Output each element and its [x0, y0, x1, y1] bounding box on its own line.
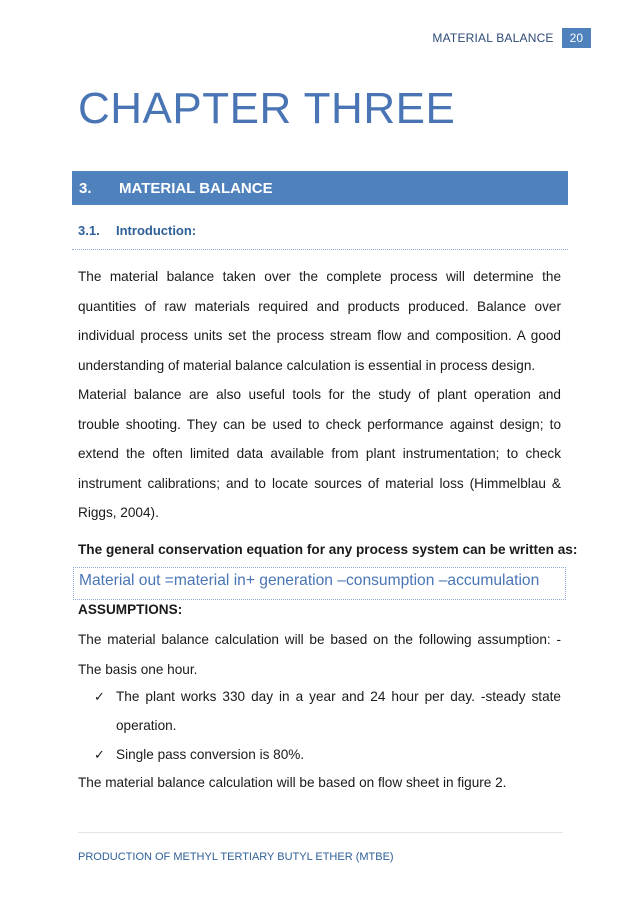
paragraph: The material balance taken over the complete process will determine the quantities of raw materials required and products produced. Balance over individual process units set the process stream flow and composition. A good understanding of material balance calculation is essential in process design.: [78, 269, 561, 373]
list-item-text: Single pass conversion is 80%.: [116, 747, 305, 762]
checkmark-icon: ✓: [94, 747, 105, 762]
section-number: 3.: [79, 179, 92, 197]
footer-divider: [78, 832, 563, 833]
assumptions-list: [94, 682, 561, 769]
page-footer: PRODUCTION OF METHYL TERTIARY BUTYL ETHER (MTBE): [78, 851, 394, 863]
page-number-badge: 20: [562, 28, 591, 48]
section-title: MATERIAL BALANCE: [119, 179, 273, 197]
list-item: [94, 682, 561, 740]
section-heading-bar: [72, 171, 568, 205]
assumptions-intro: The material balance calculation will be based on the following assumption: - The basis one hour.: [78, 632, 561, 677]
paragraph: Material balance are also useful tools for the study of plant operation and trouble shooting. They can be used to check performance against design; to extend the often limited data available from plant instrumentation; to check instrument calibrations; and to locate sources of material loss (Himmelblau & Riggs, 2004).: [78, 387, 561, 520]
intro-body: [78, 262, 561, 528]
list-item-text: The plant works 330 day in a year and 24 hour per day. -steady state operation.: [116, 689, 561, 733]
subsection-number: 3.1.: [78, 223, 100, 238]
subsection-title: Introduction:: [116, 223, 197, 238]
subsection-heading: [78, 223, 196, 238]
checkmark-icon: ✓: [94, 689, 105, 704]
header-title: MATERIAL BALANCE: [432, 31, 554, 45]
subsection-divider: [72, 249, 568, 250]
page-header: [432, 28, 591, 48]
equation-box: [73, 567, 566, 600]
chapter-title: CHAPTER THREE: [78, 84, 456, 133]
assumptions-heading: ASSUMPTIONS:: [78, 602, 183, 617]
conservation-statement: The general conservation equation for any process system can be written as:: [78, 542, 578, 557]
equation-text: Material out =material in+ generation –consumption –accumulation: [79, 572, 540, 589]
list-item: [94, 740, 561, 769]
closing-line: The material balance calculation will be based on flow sheet in figure 2.: [78, 775, 507, 790]
